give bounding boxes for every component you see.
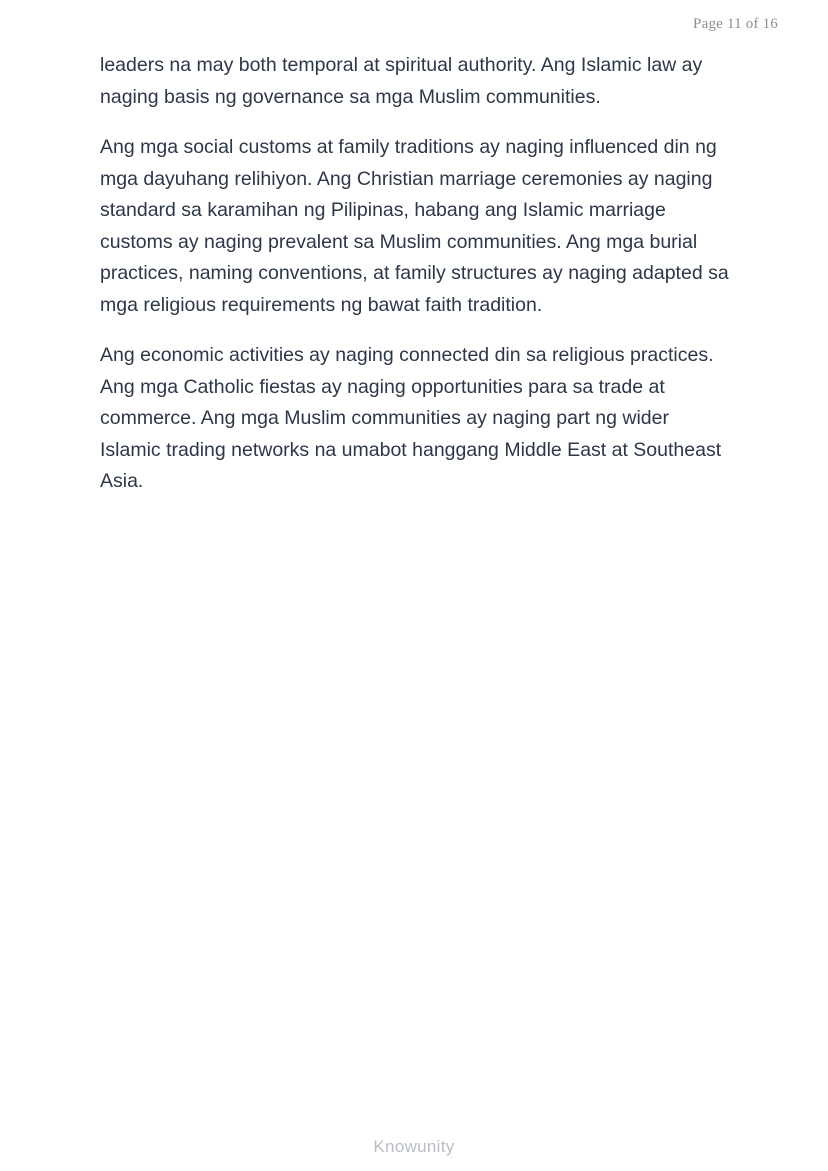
paragraph: Ang mga social customs at family traditions ay naging influenced din ng mga dayuhang relihiyon. Ang Christian marriage ceremonies ay naging standard sa karamihan ng Pilipinas, habang ang Islamic marriage customs ay naging prevalent sa Muslim communities. Ang mga burial practices, naming conventions, at family structures ay naging adapted sa mga religious requirements ng bawat faith tradition. — [100, 136, 729, 316]
paragraph: Ang economic activities ay naging connected din sa religious practices. Ang mga Catholic fiestas ay naging opportunities para sa trade at commerce. Ang mga Muslim communities ay naging part ng wider Islamic trading networks na umabot hanggang Middle East at Southeast Asia. — [100, 344, 722, 492]
document-body — [100, 50, 730, 517]
page-number-indicator: Page 11 of 16 — [693, 16, 778, 32]
footer-brand: Knowunity — [373, 1137, 455, 1156]
paragraph: leaders na may both temporal at spiritual authority. Ang Islamic law ay naging basis ng governance sa mga Muslim communities. — [100, 54, 703, 108]
